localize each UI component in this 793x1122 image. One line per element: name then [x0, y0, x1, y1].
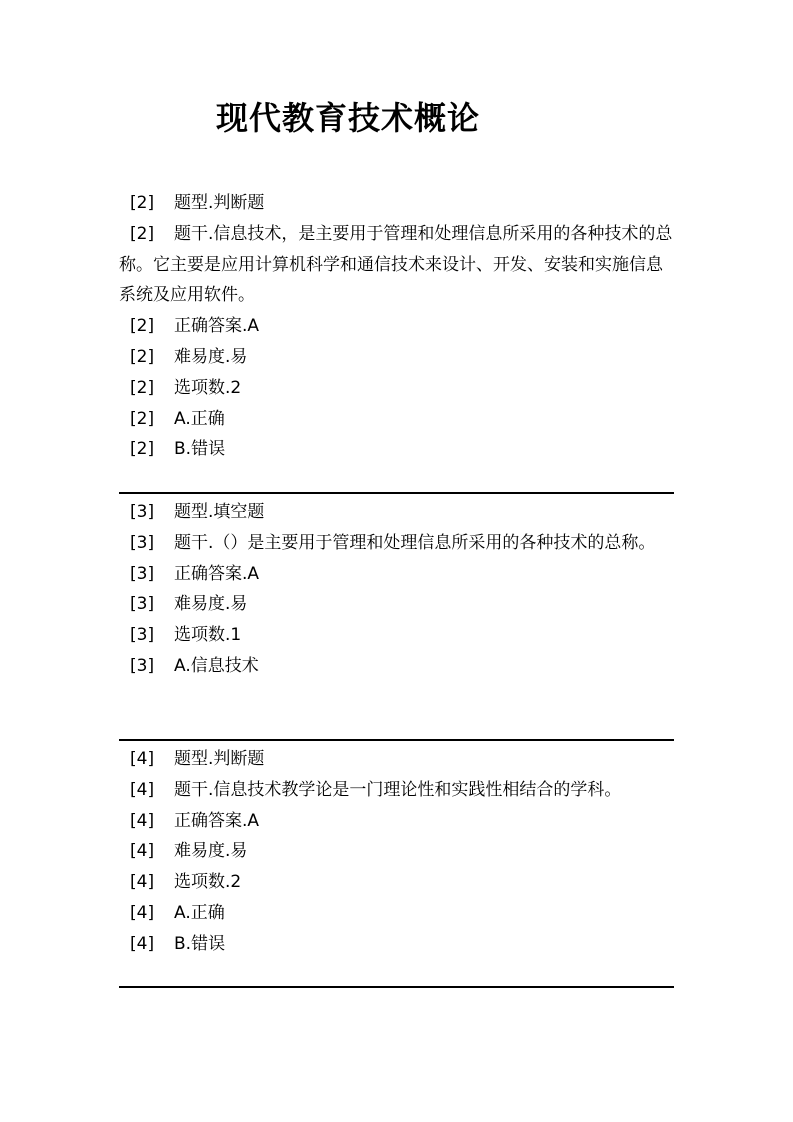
question-tag: [4] — [130, 749, 155, 769]
question-difficulty-text: 难易度.易 — [174, 346, 248, 367]
section-divider — [119, 986, 674, 988]
question-stem-text: 题干.信息技术，是主要用于管理和处理信息所采用的各种技术的总称。它主要是应用计算机科学和通信技术来设计、开发、安装和实施信息系统及应用软件。 — [119, 223, 673, 306]
question-tag: [3] — [130, 502, 155, 522]
question-tag: [4] — [130, 841, 155, 862]
question-block-4 — [119, 744, 674, 960]
question-difficulty-text: 难易度.易 — [174, 594, 248, 615]
question-tag: [2] — [130, 193, 155, 213]
question-option-count — [119, 373, 674, 404]
question-tag: [4] — [130, 779, 155, 800]
question-stem — [119, 219, 674, 311]
question-tag: [2] — [130, 316, 155, 337]
question-option-a — [119, 404, 674, 435]
question-option-count — [119, 867, 674, 898]
question-option-b-text: B.错误 — [174, 439, 226, 460]
question-stem — [119, 528, 674, 559]
question-answer — [119, 311, 674, 342]
question-tag: [4] — [130, 810, 155, 831]
question-tag: [2] — [130, 377, 155, 398]
question-tag: [3] — [130, 625, 155, 646]
question-stem-text: 题干.信息技术教学论是一门理论性和实践性相结合的学科。 — [174, 779, 622, 800]
question-difficulty — [119, 589, 674, 620]
question-type-text: 题型.判断题 — [174, 749, 265, 769]
question-type — [119, 497, 674, 528]
question-answer-text: 正确答案.A — [174, 316, 260, 337]
question-difficulty — [119, 342, 674, 373]
question-difficulty-text: 难易度.易 — [174, 841, 248, 862]
question-tag: [2] — [130, 346, 155, 367]
page-title: 现代教育技术概论 — [216, 99, 481, 137]
question-tag: [4] — [130, 902, 155, 923]
question-stem-text: 题干.（）是主要用于管理和处理信息所采用的各种技术的总称。 — [174, 532, 656, 553]
question-type — [119, 188, 674, 219]
question-tag: [2] — [130, 223, 155, 244]
question-tag: [3] — [130, 563, 155, 584]
section-divider — [119, 739, 674, 741]
question-stem — [119, 775, 674, 806]
question-option-b — [119, 434, 674, 465]
question-type — [119, 744, 674, 775]
question-option-b — [119, 929, 674, 960]
question-option-a — [119, 651, 674, 682]
question-tag: [3] — [130, 655, 155, 676]
question-option-count — [119, 620, 674, 651]
question-tag: [2] — [130, 408, 155, 429]
question-option-count-text: 选项数.2 — [174, 377, 242, 398]
question-difficulty — [119, 836, 674, 867]
question-option-a-text: A.正确 — [174, 408, 225, 429]
question-block-3 — [119, 497, 674, 682]
question-tag: [4] — [130, 872, 155, 893]
question-option-a — [119, 898, 674, 929]
question-type-text: 题型.填空题 — [174, 502, 265, 522]
question-tag: [3] — [130, 532, 155, 553]
question-option-b-text: B.错误 — [174, 933, 226, 954]
question-block-2 — [119, 188, 674, 465]
question-option-a-text: A.信息技术 — [174, 655, 259, 676]
question-option-count-text: 选项数.1 — [174, 625, 242, 646]
question-type-text: 题型.判断题 — [174, 193, 265, 213]
question-answer — [119, 806, 674, 837]
question-answer-text: 正确答案.A — [174, 563, 260, 584]
question-option-a-text: A.正确 — [174, 902, 225, 923]
question-answer — [119, 559, 674, 590]
question-tag: [4] — [130, 933, 155, 954]
question-tag: [2] — [130, 439, 155, 460]
question-tag: [3] — [130, 594, 155, 615]
section-divider — [119, 492, 674, 494]
question-option-count-text: 选项数.2 — [174, 872, 242, 893]
question-answer-text: 正确答案.A — [174, 810, 260, 831]
